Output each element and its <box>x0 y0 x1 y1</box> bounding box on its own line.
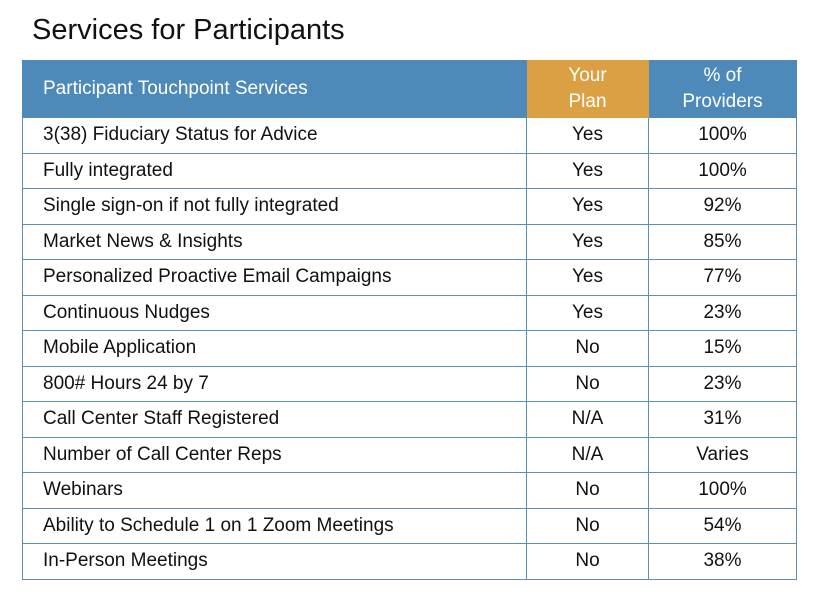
table-row <box>23 473 797 509</box>
your-plan-cell: Yes <box>527 295 649 331</box>
service-cell: Mobile Application <box>23 331 527 367</box>
header-service-label: Participant Touchpoint Services <box>43 78 308 99</box>
pct-providers-cell: 92% <box>649 189 797 225</box>
your-plan-cell: No <box>527 508 649 544</box>
your-plan-cell: No <box>527 366 649 402</box>
pct-providers-cell: 85% <box>649 224 797 260</box>
header-service <box>23 61 527 118</box>
table-row <box>23 437 797 473</box>
table-row <box>23 366 797 402</box>
pct-providers-cell: 54% <box>649 508 797 544</box>
pct-providers-cell: 100% <box>649 118 797 154</box>
your-plan-cell: No <box>527 473 649 509</box>
service-cell: Continuous Nudges <box>23 295 527 331</box>
pct-providers-cell: 100% <box>649 473 797 509</box>
table-row <box>23 508 797 544</box>
table-row <box>23 295 797 331</box>
header-pct-providers <box>649 61 797 118</box>
your-plan-cell: N/A <box>527 402 649 438</box>
service-cell: Webinars <box>23 473 527 509</box>
service-cell: Fully integrated <box>23 153 527 189</box>
header-plan-line2: Plan <box>568 91 607 112</box>
services-table <box>22 60 797 580</box>
table-row <box>23 224 797 260</box>
your-plan-cell: Yes <box>527 260 649 296</box>
table-row <box>23 260 797 296</box>
table-row <box>23 189 797 225</box>
service-cell: 800# Hours 24 by 7 <box>23 366 527 402</box>
header-pct-line1: % of <box>703 65 742 86</box>
header-your-plan <box>527 61 649 118</box>
pct-providers-cell: 100% <box>649 153 797 189</box>
your-plan-cell: Yes <box>527 189 649 225</box>
service-cell: Ability to Schedule 1 on 1 Zoom Meetings <box>23 508 527 544</box>
your-plan-cell: Yes <box>527 118 649 154</box>
table-row <box>23 331 797 367</box>
your-plan-cell: No <box>527 544 649 580</box>
pct-providers-cell: 23% <box>649 366 797 402</box>
your-plan-cell: Yes <box>527 224 649 260</box>
table-header-row <box>23 61 797 118</box>
page-title: Services for Participants <box>32 14 345 46</box>
service-cell: Personalized Proactive Email Campaigns <box>23 260 527 296</box>
service-cell: In-Person Meetings <box>23 544 527 580</box>
pct-providers-cell: 31% <box>649 402 797 438</box>
pct-providers-cell: 23% <box>649 295 797 331</box>
pct-providers-cell: Varies <box>649 437 797 473</box>
pct-providers-cell: 38% <box>649 544 797 580</box>
header-pct-line2: Providers <box>682 91 763 112</box>
service-cell: Call Center Staff Registered <box>23 402 527 438</box>
service-cell: 3(38) Fiduciary Status for Advice <box>23 118 527 154</box>
your-plan-cell: N/A <box>527 437 649 473</box>
service-cell: Number of Call Center Reps <box>23 437 527 473</box>
your-plan-cell: Yes <box>527 153 649 189</box>
table-row <box>23 153 797 189</box>
service-cell: Single sign-on if not fully integrated <box>23 189 527 225</box>
table-row <box>23 118 797 154</box>
service-cell: Market News & Insights <box>23 224 527 260</box>
header-plan-line1: Your <box>568 65 607 86</box>
table-row <box>23 544 797 580</box>
your-plan-cell: No <box>527 331 649 367</box>
table-row <box>23 402 797 438</box>
pct-providers-cell: 15% <box>649 331 797 367</box>
pct-providers-cell: 77% <box>649 260 797 296</box>
